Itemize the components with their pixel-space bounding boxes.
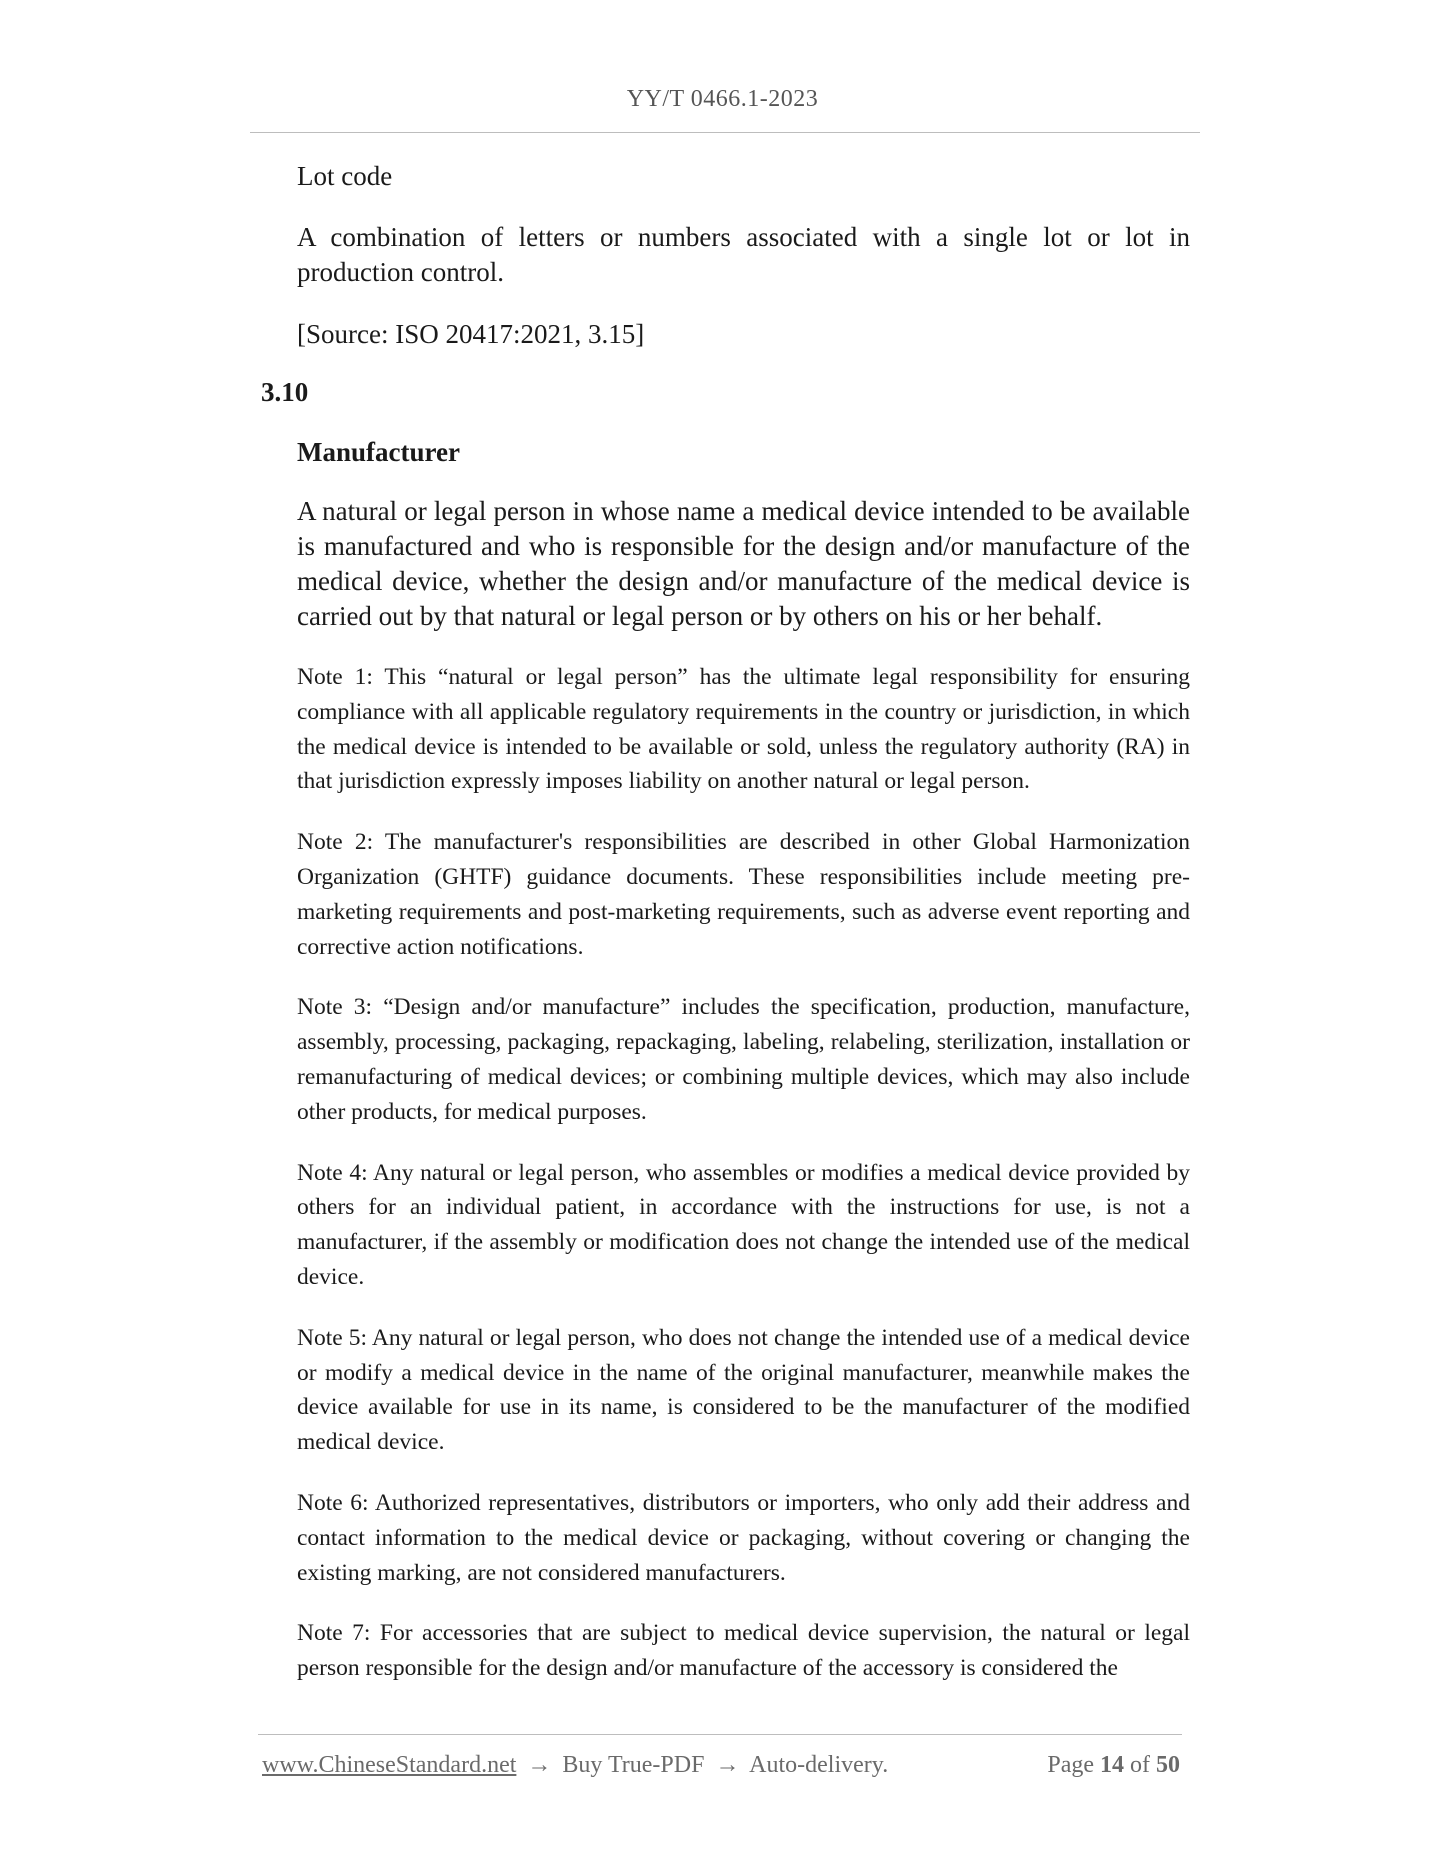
document-body — [261, 158, 1190, 1712]
note-2: Note 2: The manufacturer's responsibilities are described in other Global Harmonization Organization (GHTF) guidance documents. These responsibilities include meeting pre-marketing requirements and post-marketing requirements, such as adverse event reporting and corrective action notifications. — [297, 829, 1190, 960]
footer-divider — [258, 1734, 1182, 1735]
page-header: YY/T 0466.1-2023 — [626, 86, 819, 112]
term-lot-code: Lot code — [297, 161, 393, 191]
buy-text: Buy True-PDF — [562, 1752, 705, 1778]
page-of: of — [1130, 1752, 1150, 1778]
page-total: 50 — [1156, 1752, 1180, 1778]
clause-title: Manufacturer — [297, 437, 460, 467]
note-6: Note 6: Authorized representatives, distributors or importers, who only add their address and contact information to the medical device or packaging, without covering or changing the existing marking, are not considered manufacturers. — [297, 1489, 1190, 1586]
arrow-right-icon: → — [527, 1752, 552, 1778]
manufacturer-definition: A natural or legal person in whose name a medical device intended to be available is manufactured and who is responsible for the design and/or manufacture of the medical device, whether the design and/or manufacture of the medical device is carried out by that natural or legal person or by others on his or her behalf. — [297, 496, 1190, 631]
clause-number: 3.10 — [261, 377, 309, 407]
delivery-text: Auto-delivery. — [749, 1752, 889, 1778]
website-link[interactable]: www.ChineseStandard.net — [262, 1752, 517, 1778]
note-3: Note 3: “Design and/or manufacture” includes the specification, production, manufacture, assembly, processing, packaging, repackaging, labeling, relabeling, sterilization, installation or remanufacturing of medical devices; or combining multiple devices, which may also include other products, for medical purposes. — [297, 994, 1190, 1125]
page-label: Page — [1047, 1752, 1094, 1778]
arrow-right-icon: → — [715, 1752, 740, 1778]
footer-promo — [262, 1752, 888, 1779]
page-current: 14 — [1100, 1752, 1124, 1778]
note-5: Note 5: Any natural or legal person, who does not change the intended use of a medical device or modify a medical device in the name of the original manufacturer, meanwhile makes the device available for use in its name, is considered to be the manufacturer of the modified medical device. — [297, 1324, 1190, 1456]
note-4: Note 4: Any natural or legal person, who assembles or modifies a medical device provided by others for an individual patient, in accordance with the instructions for use, is not a manufacturer, if the assembly or modification does not change the intended use of the medical device. — [297, 1159, 1190, 1290]
note-7: Note 7: For accessories that are subject to medical device supervision, the natural or legal person responsible for the design and/or manufacture of the accessory is considered the — [297, 1620, 1190, 1682]
note-1: Note 1: This “natural or legal person” has the ultimate legal responsibility for ensuring compliance with all applicable regulatory requirements in the country or jurisdiction, in which the medical device is intended to be available or sold, unless the regulatory authority (RA) in that jurisdiction expressly imposes liability on another natural or legal person. — [297, 664, 1190, 795]
lot-code-definition: A combination of letters or numbers associated with a single lot or lot in production control. — [297, 222, 1190, 287]
page-indicator — [1047, 1752, 1180, 1779]
header-divider — [250, 132, 1200, 133]
lot-code-source: [Source: ISO 20417:2021, 3.15] — [297, 319, 645, 349]
